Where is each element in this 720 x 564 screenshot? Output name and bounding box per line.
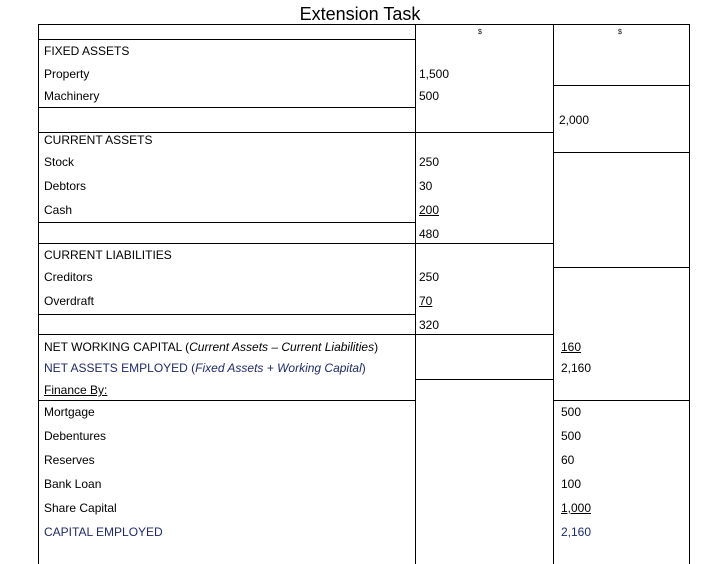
finance-by-heading: Finance By: — [44, 383, 108, 397]
fixed-asset-value: 500 — [419, 89, 440, 103]
net-assets-employed-value: 2,160 — [561, 361, 592, 375]
net-working-capital-value: 160 — [561, 340, 582, 354]
fixed-asset-label: Machinery — [44, 89, 100, 103]
row-divider — [553, 267, 689, 268]
row-divider — [553, 400, 689, 401]
row-divider — [39, 314, 415, 315]
current-liabilities-total: 320 — [419, 318, 440, 332]
row-divider — [39, 334, 553, 335]
row-divider — [553, 152, 689, 153]
net-working-capital-label: NET WORKING CAPITAL (Current Assets – Current Liabilities) — [44, 340, 379, 354]
finance-label: Share Capital — [44, 501, 117, 515]
finance-label: Mortgage — [44, 405, 95, 419]
currency-header-2: $ — [618, 29, 622, 36]
liability-label: Overdraft — [44, 294, 95, 308]
column-divider-2 — [553, 24, 554, 564]
current-asset-label: Debtors — [44, 179, 87, 193]
finance-value: 500 — [561, 405, 582, 419]
fixed-asset-value: 1,500 — [419, 67, 450, 81]
currency-header-1: $ — [478, 29, 482, 36]
fixed-asset-label: Property — [44, 67, 90, 81]
capital-employed-value: 2,160 — [561, 525, 592, 539]
capital-employed-label: CAPITAL EMPLOYED — [44, 525, 163, 539]
finance-label: Debentures — [44, 429, 107, 443]
finance-label: Reserves — [44, 453, 95, 467]
row-divider — [553, 85, 689, 86]
liability-value: 250 — [419, 270, 440, 284]
current-liabilities-heading: CURRENT LIABILITIES — [44, 248, 172, 262]
column-divider-1 — [415, 24, 416, 564]
current-asset-value: 30 — [419, 179, 433, 193]
finance-value: 500 — [561, 429, 582, 443]
page-title: Extension Task — [299, 4, 421, 24]
row-divider — [39, 222, 415, 223]
row-divider — [39, 39, 415, 40]
current-asset-value: 250 — [419, 155, 440, 169]
fixed-assets-total: 2,000 — [559, 113, 590, 127]
finance-label: Bank Loan — [44, 477, 102, 491]
finance-value: 60 — [561, 453, 575, 467]
row-divider — [39, 243, 553, 244]
row-divider — [39, 400, 415, 401]
liability-value: 70 — [419, 294, 433, 308]
net-assets-employed-label: NET ASSETS EMPLOYED (Fixed Assets + Working Capital) — [44, 361, 366, 375]
current-assets-total: 480 — [419, 227, 440, 241]
finance-value: 100 — [561, 477, 582, 491]
row-divider — [39, 107, 415, 108]
current-asset-label: Cash — [44, 203, 73, 217]
current-asset-label: Stock — [44, 155, 75, 169]
current-assets-heading: CURRENT ASSETS — [44, 133, 153, 147]
liability-label: Creditors — [44, 270, 93, 284]
fixed-assets-heading: FIXED ASSETS — [44, 44, 130, 58]
current-asset-value: 200 — [419, 203, 440, 217]
row-divider — [39, 24, 689, 25]
row-divider — [415, 379, 553, 380]
finance-value: 1,000 — [561, 501, 592, 515]
balance-sheet-table — [38, 24, 690, 564]
